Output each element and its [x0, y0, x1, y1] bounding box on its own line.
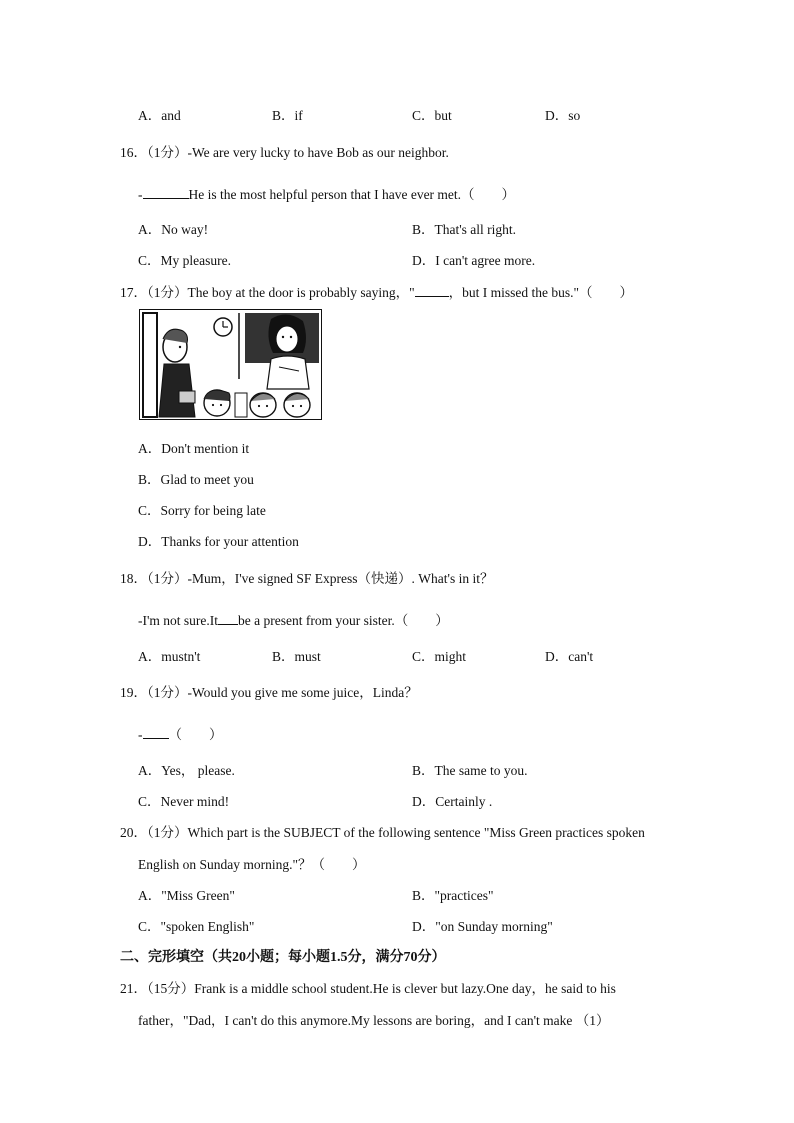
q20-option-c: C．"spoken English"	[138, 919, 255, 934]
q16-reply-rest: He is the most helpful person that I have ever met.（ ）	[188, 187, 516, 202]
q19-option-a: A．Yes， please.	[138, 763, 235, 778]
q19-stem: 19．（1分）-Would you give me some juice，Linda？	[120, 685, 418, 700]
q16-stem: 16．（1分）-We are very lucky to have Bob as our neighbor.	[120, 145, 449, 160]
q17-option-a: A．Don't mention it	[138, 441, 250, 456]
q18-option-d: D．can't	[545, 649, 594, 664]
q20-option-d: D．"on Sunday morning"	[412, 919, 553, 934]
q16-option-c: C．My pleasure.	[138, 253, 231, 268]
q18-reply	[138, 609, 449, 629]
q16-option-b: B．That's all right.	[412, 222, 517, 237]
q18-answer-blank	[218, 612, 238, 625]
q17-option-b: B．Glad to meet you	[138, 472, 254, 487]
q18-option-a: A．mustn't	[138, 649, 201, 664]
q17-stem-a: 17．（1分）The boy at the door is probably saying，"	[120, 285, 415, 300]
q15-option-d: D．so	[545, 108, 581, 123]
q19-answer-blank	[143, 726, 169, 739]
q18-stem: 18．（1分）-Mum，I've signed SF Express（快递）. What's in it？	[120, 571, 494, 586]
q17-answer-blank	[415, 284, 449, 297]
q20-option-a: A．"Miss Green"	[138, 888, 235, 903]
q19-option-b: B．The same to you.	[412, 763, 528, 778]
q17-stem	[120, 281, 633, 301]
q16-option-d: D．I can't agree more.	[412, 253, 536, 268]
q20-stem-line2: English on Sunday morning."？（ ）	[138, 857, 366, 872]
classroom-illustration	[139, 309, 322, 420]
q15-option-a: A．and	[138, 108, 181, 123]
q18-reply-b: be a present from your sister.（ ）	[238, 613, 449, 628]
q19-reply-prefix: -	[138, 727, 143, 742]
q19-option-d: D．Certainly .	[412, 794, 493, 809]
q17-stem-b: ，but I missed the bus."（ ）	[448, 285, 633, 300]
q20-option-b: B．"practices"	[412, 888, 494, 903]
q19-option-c: C．Never mind!	[138, 794, 230, 809]
q16-reply	[138, 183, 515, 203]
q15-option-c: C．but	[412, 108, 452, 123]
q16-option-a: A．No way!	[138, 222, 209, 237]
q15-option-b: B．if	[272, 108, 303, 123]
q20-stem-line1: 20．（1分）Which part is the SUBJECT of the following sentence "Miss Green practices spoken	[120, 825, 645, 840]
q19-reply-rest: （ ）	[168, 727, 223, 742]
q21-line2: father，"Dad，I can't do this anymore.My lessons are boring，and I can't make （1）	[138, 1013, 610, 1028]
q16-reply-prefix: -	[138, 187, 143, 202]
q21-line1: 21．（15分）Frank is a middle school student.He is clever but lazy.One day，he said to his	[120, 981, 616, 996]
q17-option-c: C．Sorry for being late	[138, 503, 266, 518]
q16-answer-blank	[143, 186, 189, 199]
q17-option-d: D．Thanks for your attention	[138, 534, 299, 549]
q18-reply-a: -I'm not sure.It	[138, 613, 219, 628]
q18-option-b: B．must	[272, 649, 321, 664]
section-2-heading: 二、完形填空（共20小题；每小题1.5分，满分70分）	[120, 950, 446, 965]
q18-option-c: C．might	[412, 649, 467, 664]
q19-reply	[138, 723, 223, 743]
